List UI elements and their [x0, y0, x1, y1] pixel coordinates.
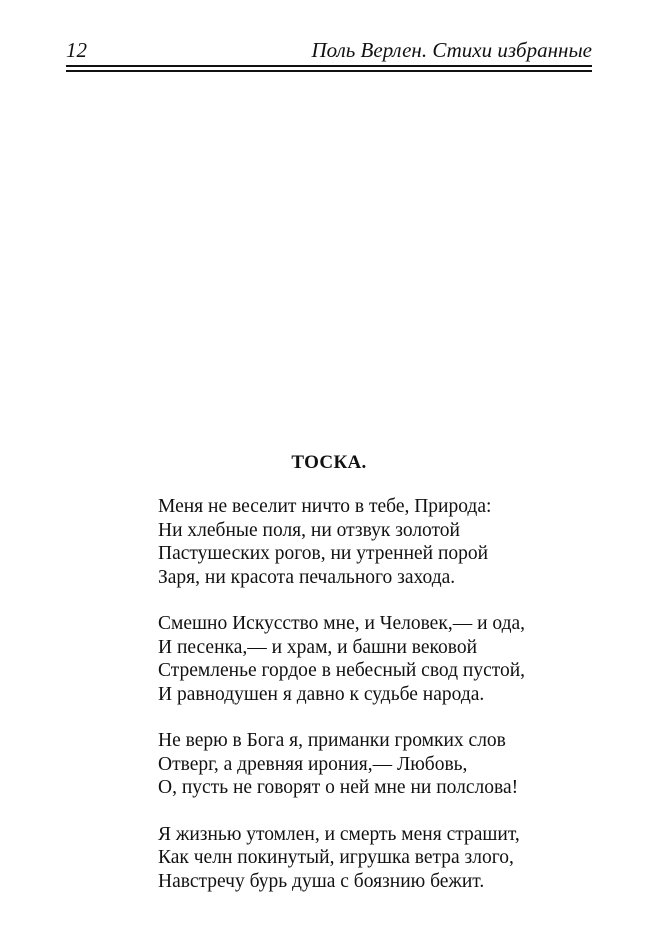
- poem-line: Навстречу бурь душа с боязнию бежит.: [158, 870, 485, 892]
- page-header: [66, 36, 592, 64]
- poem-title: ТОСКА.: [291, 452, 367, 473]
- stanza-4: [158, 823, 608, 894]
- poem-line: Не верю в Бога я, приманки громких слов: [158, 730, 506, 751]
- page-number: 12: [66, 38, 87, 62]
- stanza-1: [158, 495, 608, 589]
- poem-line: О, пусть не говорят о ней мне ни полслова!: [158, 777, 519, 798]
- running-title: Поль Верлен. Стихи избранные: [311, 38, 592, 62]
- header-rule-bottom: [66, 70, 592, 72]
- poem-line: Отверг, а древняя ирония,— Любовь,: [158, 753, 468, 775]
- poem-body: [158, 495, 608, 916]
- poem-line: Я жизнью утомлен, и смерть меня страшит,: [158, 823, 520, 845]
- stanza-2: [158, 612, 608, 706]
- poem-line: Заря, ни красота печального захода.: [158, 566, 456, 588]
- poem-line: Ни хлебные поля, ни отзвук золотой: [158, 519, 460, 541]
- header-rule-top: [66, 65, 592, 67]
- poem-line: Стремленье гордое в небесный свод пустой,: [158, 660, 526, 681]
- poem-line: Меня не веселит ничто в тебе, Природа:: [158, 496, 492, 517]
- poem-line: Как челн покинутый, игрушка ветра злого,: [158, 847, 514, 868]
- poem-line: И равнодушен я давно к судьбе народа.: [158, 683, 485, 705]
- stanza-3: [158, 729, 608, 800]
- poem-line: И песенка,— и храм, и башни вековой: [158, 636, 478, 658]
- poem-line: Смешно Искусство мне, и Человек,— и ода,: [158, 613, 526, 634]
- poem-line: Пастушеских рогов, ни утренней порой: [158, 543, 489, 564]
